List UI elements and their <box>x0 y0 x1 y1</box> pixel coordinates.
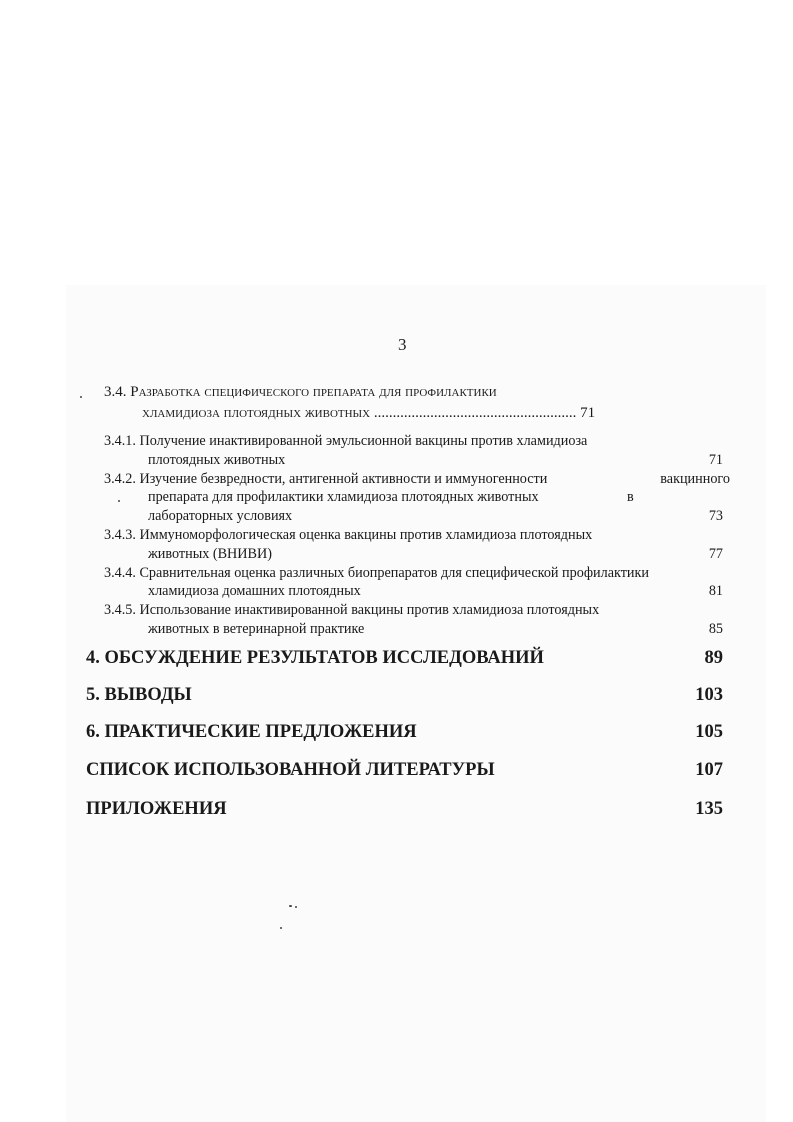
toc-entry-3-4-4[interactable] <box>104 564 649 582</box>
toc-appendices[interactable]: ПРИЛОЖЕНИЯ <box>86 799 227 819</box>
toc-title-line1: Иммуноморфологическая оценка вакцины против хламидиоза плотоядных <box>139 527 593 543</box>
toc-title-line1: Использование инактивированной вакцины против хламидиоза плотоядных <box>139 602 600 618</box>
page-margin-top <box>0 0 793 285</box>
toc-title-line1: Сравнительная оценка различных биопрепаратов для специфической профилактики <box>139 565 649 581</box>
toc-references[interactable]: СПИСОК ИСПОЛЬЗОВАННОЙ ЛИТЕРАТУРЫ <box>86 760 495 780</box>
toc-title-line1: Разработка специфического препарата для профилактики <box>130 384 497 400</box>
scan-speck <box>289 905 292 907</box>
toc-entry-3-4-5[interactable] <box>104 601 599 619</box>
toc-number: 3.4. <box>104 384 127 400</box>
toc-title-line2: препарата для профилактики хламидиоза плотоядных животных <box>148 489 539 505</box>
toc-entry-3-4-1[interactable] <box>104 432 587 450</box>
toc-chapter-page: 89 <box>704 648 723 668</box>
toc-page: 85 <box>708 621 723 637</box>
toc-number: 3.4.1. <box>104 433 136 449</box>
toc-entry-3-4-cont <box>142 404 595 422</box>
toc-entry-3-4-2[interactable] <box>104 470 547 488</box>
toc-title-line2: плотоядных животных <box>148 452 286 468</box>
toc-page: 71 <box>580 405 596 421</box>
toc-entry-3-4-3[interactable] <box>104 526 592 544</box>
toc-entry-3-4[interactable] <box>104 383 497 401</box>
toc-chapter-5[interactable]: 5. ВЫВОДЫ <box>86 685 192 705</box>
toc-title-line2: хламидиоза домашних плотоядных <box>148 583 361 599</box>
toc-chapter-page: 135 <box>695 799 723 819</box>
toc-chapter-4[interactable]: 4. ОБСУЖДЕНИЕ РЕЗУЛЬТАТОВ ИССЛЕДОВАНИЙ <box>86 648 544 668</box>
scan-speck <box>295 906 297 908</box>
toc-page: 77 <box>708 546 723 562</box>
toc-title-line2: хламидиоза плотоядных животных <box>142 405 371 421</box>
toc-number: 3.4.2. <box>104 471 136 487</box>
scan-speck <box>118 500 120 502</box>
scan-speck <box>80 396 82 398</box>
toc-title-line1-tail: вакцинного <box>660 471 730 487</box>
toc-title-line1: Изучение безвредности, антигенной активности и иммуногенности <box>139 471 548 487</box>
toc-number: 3.4.5. <box>104 602 136 618</box>
page-number: 3 <box>398 335 407 354</box>
toc-title-line1: Получение инактивированной эмульсионной вакцины против хламидиоза <box>139 433 588 449</box>
toc-chapter-6[interactable]: 6. ПРАКТИЧЕСКИЕ ПРЕДЛОЖЕНИЯ <box>86 722 417 742</box>
toc-chapter-page: 107 <box>695 760 723 780</box>
toc-title-line2-tail: в <box>627 489 634 505</box>
toc-page: 71 <box>708 452 723 468</box>
toc-title-line2: животных в ветеринарной практике <box>148 621 365 637</box>
scan-speck <box>280 927 282 929</box>
toc-page: 73 <box>708 508 723 524</box>
toc-title-line2: животных (ВНИВИ) <box>148 546 272 562</box>
toc-page: 81 <box>708 583 723 599</box>
toc-leader-dots: ...................................................... <box>373 405 577 421</box>
toc-chapter-page: 103 <box>695 685 723 705</box>
toc-title-line3: лабораторных условиях <box>148 508 293 524</box>
toc-chapter-page: 105 <box>695 722 723 742</box>
toc-number: 3.4.3. <box>104 527 136 543</box>
toc-number: 3.4.4. <box>104 565 136 581</box>
